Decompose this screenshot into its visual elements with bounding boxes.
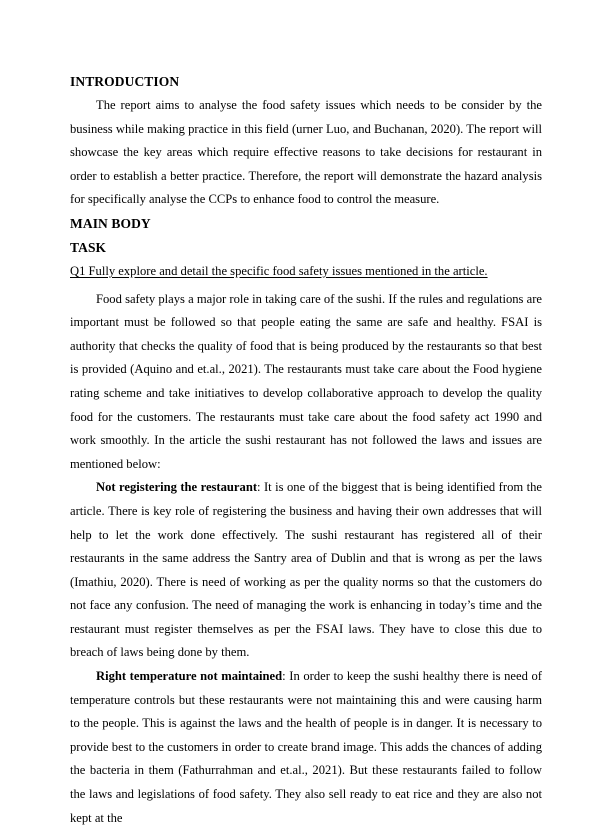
paragraph-introduction: The report aims to analyse the food safety issues which needs to be consider by the business while making practice in this field (urner Luo, and Buchanan, 2020). The report will showcase the key areas which require effective reasons to take decisions for restaurant in order to establish a better practice. Therefore, the report will demonstrate the hazard analysis for specifically analyse the CCPs to enhance food to control the measure.	[70, 98, 542, 207]
heading-introduction: INTRODUCTION	[70, 74, 180, 89]
question-q1	[70, 260, 542, 284]
paragraph-not-registering-restaurant	[70, 476, 542, 665]
heading-task: TASK	[70, 239, 107, 255]
paragraph-food-safety-overview: Food safety plays a major role in taking care of the sushi. If the rules and regulations are important must be followed so that people eating the same are safe and healthy. FSAI is authority that checks the quality of food that is being produced by the restaurants so that best is provided (Aquino and et.al., 2021). The restaurants must take care about the Food hygiene rating scheme and take initiatives to develop collaborative approach to develop the quality food for the customers. The restaurants must take care about the food safety act 1990 and work smoothly. In the article the sushi restaurant has not followed the laws and issues are mentioned below:	[70, 291, 542, 471]
body-right-temperature-not-maintained: : In order to keep the sushi healthy there is need of temperature controls but these restaurants were not maintaining this and were causing harm to the people. This is against the laws and the health of people is in danger. It is necessary to provide best to the customers in order to create brand image. This adds the chances of adding the bacteria in them (Fathurrahman and et.al., 2021). But these restaurants failed to follow the laws and legislations of food safety. They also sell ready to eat rice and they are also not kept at the	[70, 669, 542, 825]
lead-in-not-registering-restaurant: Not registering the restaurant	[96, 480, 258, 495]
heading-main-body: MAIN BODY	[70, 215, 151, 231]
question-q1-text: Q1 Fully explore and detail the specific food safety issues mentioned in the article.	[70, 263, 488, 278]
body-not-registering-restaurant: : It is one of the biggest that is being identified from the article. There is key role of registering the business and having their own addresses that will help to let the work done effectively. The sushi restaurant has registered all of their restaurants in the same address the Santry area of Dublin and that is wrong as per the laws (Imathiu, 2020). There is need of working as per the quality norms so that the customers do not face any confusion. The need of managing the work is enhancing in today’s time and the restaurant must register themselves as per the FSAI laws. They have to close this due to breach of laws being done by them.	[70, 480, 543, 660]
document-content	[70, 70, 542, 830]
paragraph-right-temperature-not-maintained	[70, 665, 542, 830]
lead-in-right-temperature-not-maintained: Right temperature not maintained	[96, 669, 283, 684]
